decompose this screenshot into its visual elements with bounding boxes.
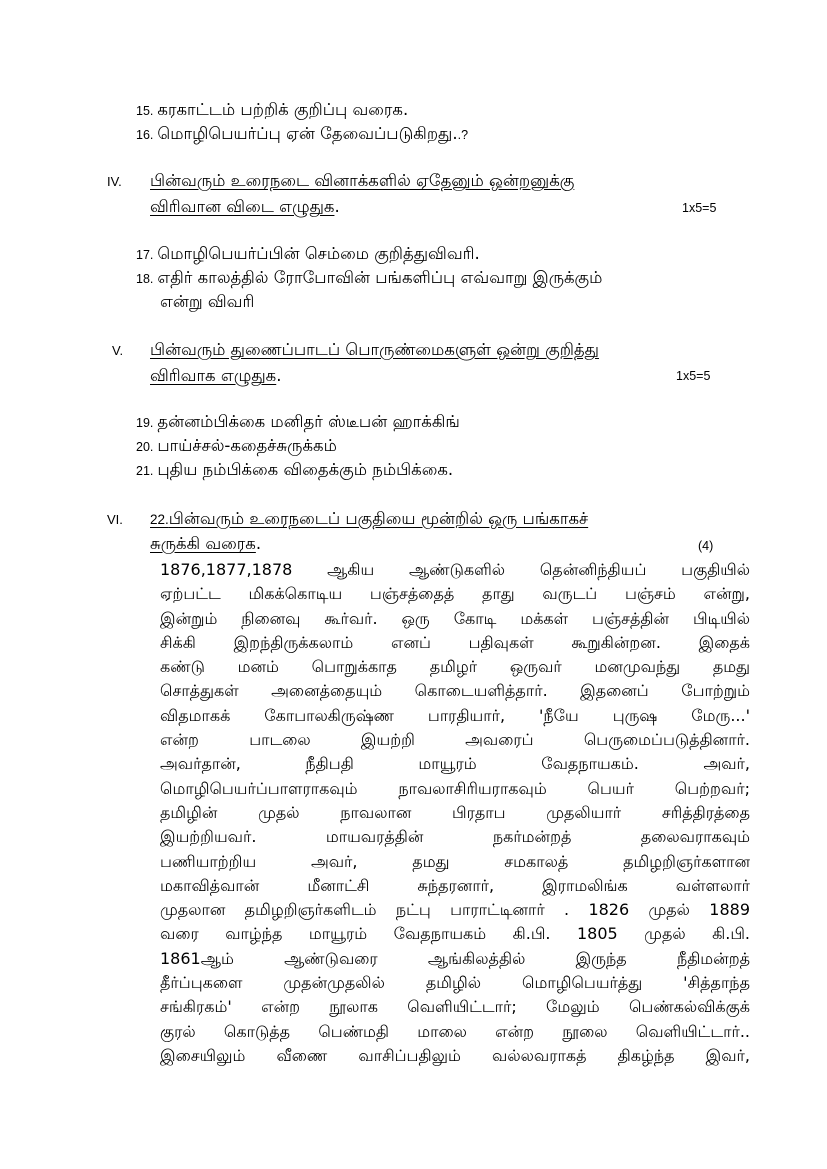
section-marks: 1x5=5	[676, 369, 711, 383]
passage-line: பணியாற்றிய அவர், தமது சமகாலத் தமிழறிஞர்களான	[160, 851, 750, 871]
passage-line: சங்கிரகம்' என்ற நூலாக வெளியிட்டார்; மேலும் பெண்கல்விக்குக்	[160, 997, 750, 1017]
passage-line: அவர்தான், நீதிபதி மாயூரம் வேதநாயகம். அவர்,	[160, 754, 750, 774]
heading-line-2: விரிவான விடை எழுதுக	[150, 197, 335, 216]
section-numeral: V.	[112, 343, 124, 358]
passage-line: வரை வாழ்ந்த மாயூரம் வேதநாயகம் கி.பி. 1805 முதல் கி.பி.	[160, 924, 750, 944]
passage-line: தமிழின் முதல் நாவலான பிரதாப முதலியார் சரித்திரத்தை	[160, 802, 750, 822]
question-20	[136, 436, 337, 457]
passage-line: இசையிலும் வீணை வாசிப்பதிலும் வல்லவராகத் திகழ்ந்த இவர்,	[160, 1045, 750, 1065]
section-numeral: IV.	[107, 174, 122, 189]
passage-line: விதமாகக் கோபாலகிருஷ்ண பாரதியார், 'நீயே புருஷ மேரு...'	[160, 705, 750, 725]
passage-line: முதலான தமிழறிஞர்களிடம் நட்பு பாராட்டினார் . 1826 முதல் 1889	[160, 900, 750, 920]
question-number: 18.	[136, 272, 154, 286]
passage-line: 1861ஆம் ஆண்டுவரை ஆங்கிலத்தில் இருந்த நீதிமன்றத்	[160, 948, 750, 968]
question-suffix: .?	[457, 128, 469, 142]
question-15	[136, 100, 408, 121]
passage-line: மொழிபெயர்ப்பாளராகவும் நாவலாசிரியராகவும் பெயர் பெற்றவர்;	[160, 778, 750, 798]
heading-dot: .	[276, 366, 282, 385]
heading-dot: .	[255, 534, 262, 553]
question-number: 20.	[136, 440, 154, 454]
passage-line: இயற்றியவர். மாயவரத்தின் நகர்மன்றத் தலைவராகவும்	[160, 827, 750, 847]
question-text: புதிய நம்பிக்கை விதைக்கும் நம்பிக்கை.	[157, 460, 454, 479]
section-heading-cont	[150, 364, 281, 388]
section-heading	[150, 338, 599, 362]
question-18-cont: என்று விவரி	[160, 292, 255, 311]
question-number: 19.	[136, 416, 154, 430]
section-heading-cont	[150, 532, 261, 556]
passage-line: தீர்ப்புகளை முதன்முதலில் தமிழில் மொழிபெயர்த்து 'சித்தாந்த	[160, 973, 750, 993]
heading-line-1: பின்வரும் உரைநடை வினாக்களில் ஏதேனும் ஒன்றனுக்கு	[150, 171, 575, 190]
passage-line: கண்டு மனம் பொறுக்காத தமிழர் ஒருவர் மனமுவந்து தமது	[160, 657, 750, 677]
heading-dot: .	[334, 197, 340, 216]
heading-line-1	[150, 509, 588, 528]
question-16	[136, 124, 472, 145]
question-18	[136, 268, 602, 289]
question-number: 21.	[136, 464, 154, 478]
passage-line: இன்றும் நினைவு கூர்வர். ஒரு கோடி மக்கள் பஞ்சத்தின் பிடியில்	[160, 608, 750, 628]
question-21	[136, 460, 453, 481]
passage-line: 1876,1877,1878 ஆகிய ஆண்டுகளில் தென்னிந்தியப் பகுதியில்	[160, 560, 750, 579]
section-heading	[150, 507, 588, 532]
section-marks: 1x5=5	[682, 201, 717, 215]
passage-line: என்ற பாடலை இயற்றி அவரைப் பெருமைப்படுத்தினார்.	[160, 730, 750, 750]
question-number: 17.	[136, 248, 154, 262]
passage-paragraph	[160, 558, 750, 1068]
heading-line-2: சுருக்கி வரைக	[150, 534, 256, 553]
question-text: தன்னம்பிக்கை மனிதர் ஸ்டீபன் ஹாக்கிங்	[157, 412, 460, 431]
heading-text: பின்வரும் உரைநடைப் பகுதியை மூன்றில் ஒரு பங்காகச்	[168, 509, 589, 528]
passage-line: மகாவித்வான் மீனாட்சி சுந்தரனார், இராமலிங்க வள்ளலார்	[160, 875, 750, 895]
passage-line: ஏற்பட்ட மிகக்கொடிய பஞ்சத்தைத் தாது வருடப் பஞ்சம் என்று,	[160, 584, 750, 604]
question-text: கரகாட்டம் பற்றிக் குறிப்பு வரைக.	[157, 100, 409, 119]
question-text: மொழிபெயர்ப்பு ஏன் தேவைப்படுகிறது.	[157, 124, 458, 143]
question-text: பாய்ச்சல்-கதைச்சுருக்கம்	[157, 436, 337, 455]
question-number: 22.	[150, 512, 169, 527]
section-marks: (4)	[698, 539, 714, 553]
section-heading	[150, 169, 574, 193]
question-19	[136, 412, 460, 433]
question-text: மொழிபெயர்ப்பின் செம்மை குறித்துவிவரி.	[157, 244, 480, 263]
passage-line: குரல் கொடுத்த பெண்மதி மாலை என்ற நூலை வெளியிட்டார்..	[160, 1021, 750, 1041]
section-heading-cont	[150, 195, 340, 219]
question-number: 16.	[136, 128, 154, 142]
section-numeral: VI.	[107, 512, 123, 527]
passage-line: சொத்துகள் அனைத்தையும் கொடையளித்தார். இதனைப் போற்றும்	[160, 681, 750, 701]
question-17	[136, 244, 480, 265]
heading-line-1: பின்வரும் துணைப்பாடப் பொருண்மைகளுள் ஒன்று குறித்து	[150, 340, 599, 359]
question-text: எதிர் காலத்தில் ரோபோவின் பங்களிப்பு எவ்வாறு இருக்கும்	[157, 268, 603, 287]
passage-line: சிக்கி இறந்திருக்கலாம் எனப் பதிவுகள் கூறுகின்றன. இதைக்	[160, 632, 750, 652]
heading-line-2: விரிவாக எழுதுக	[150, 366, 277, 385]
question-number: 15.	[136, 104, 154, 118]
